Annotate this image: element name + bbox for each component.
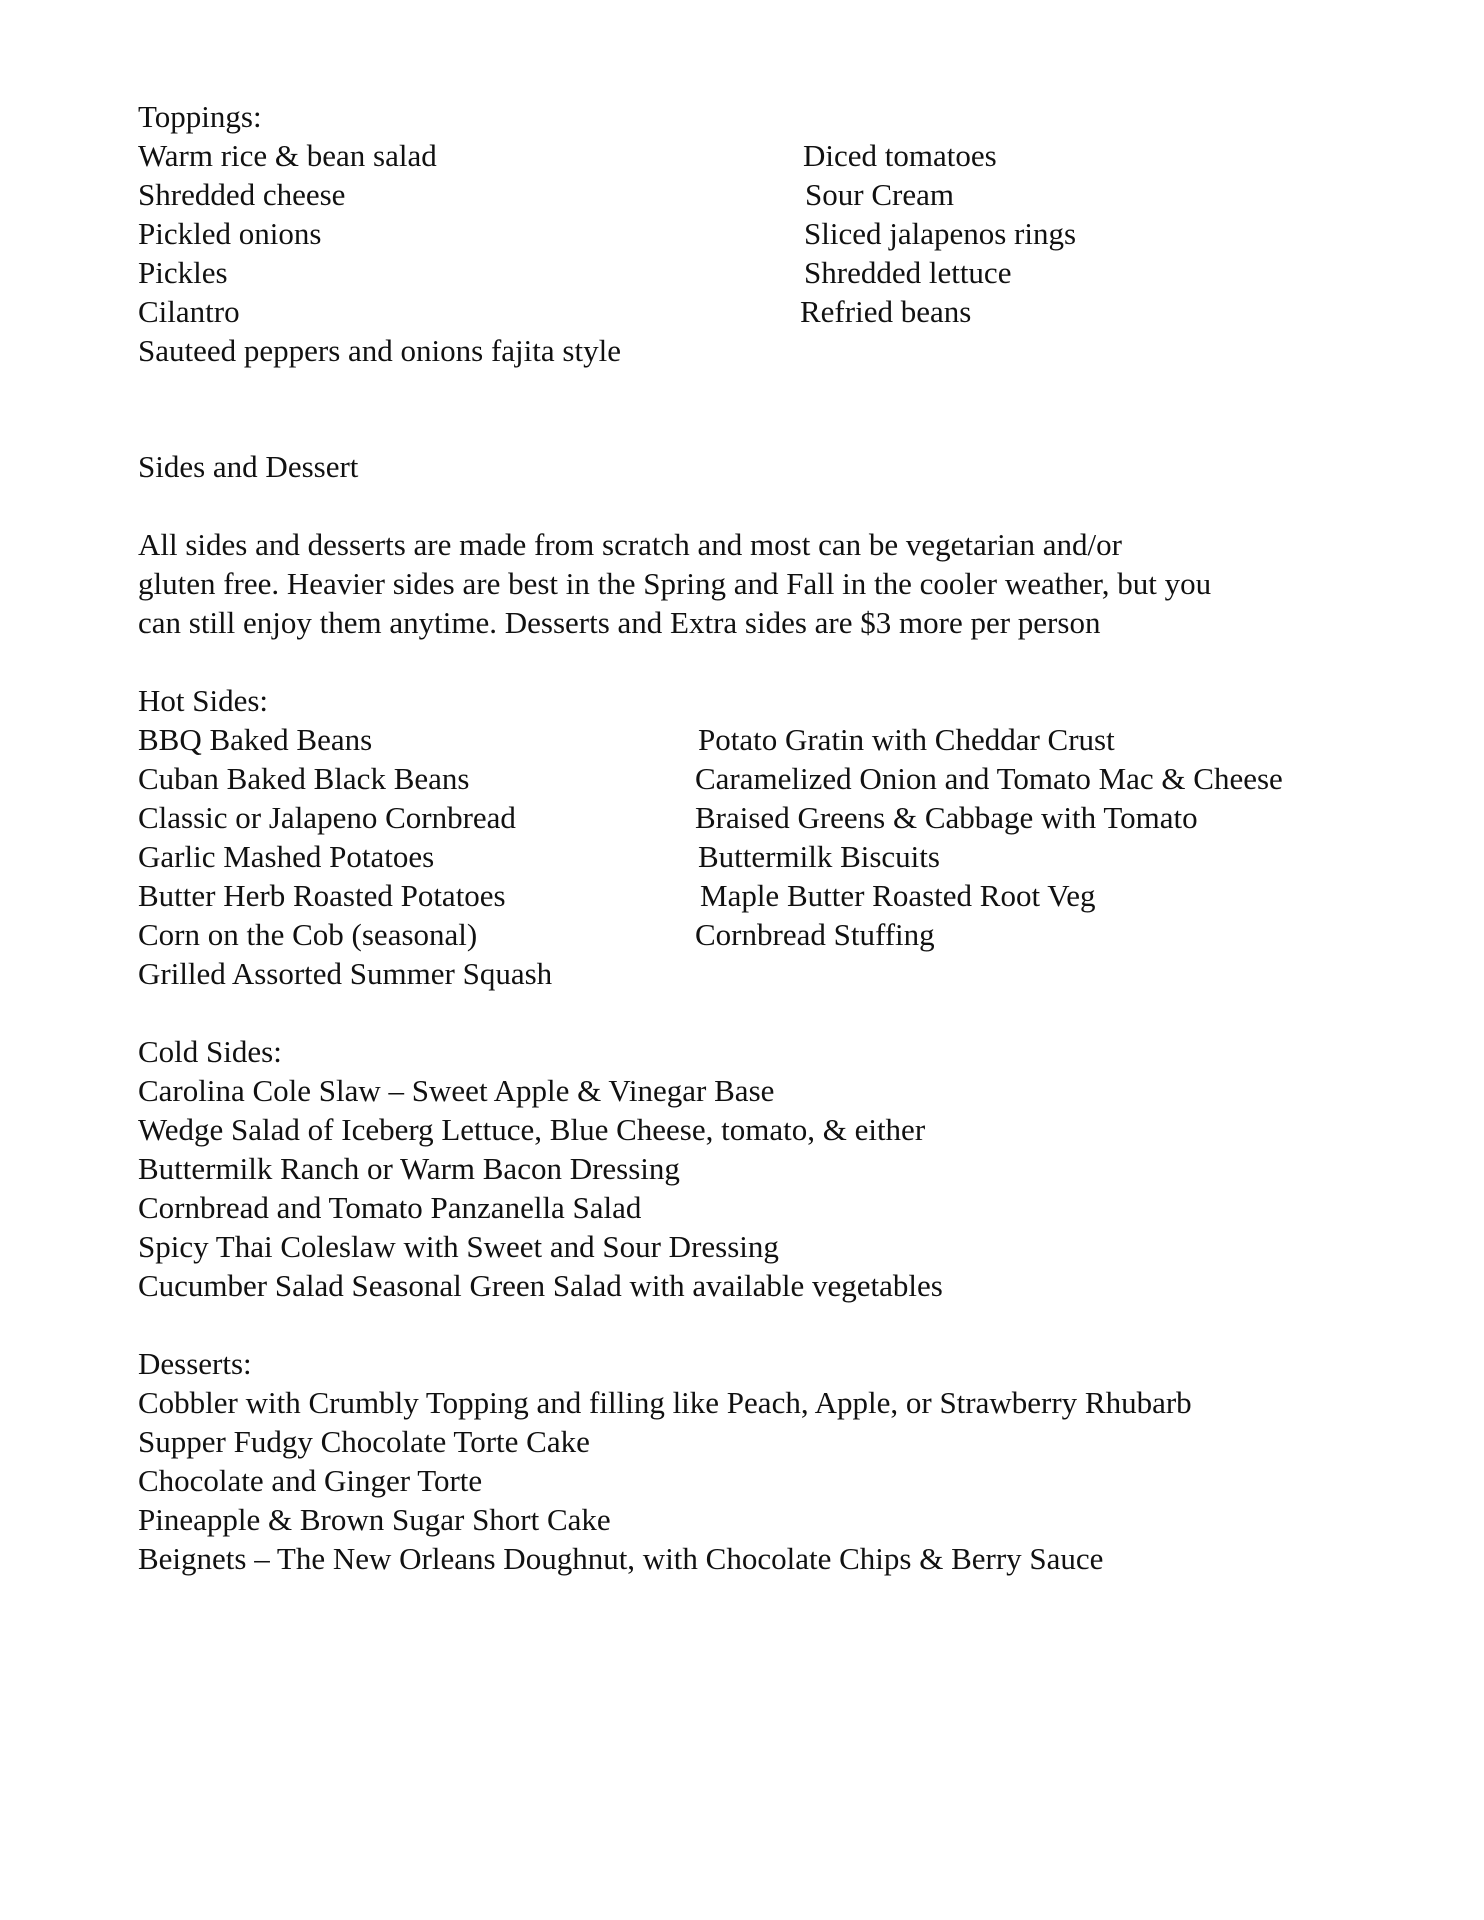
topping-item: Cilantro [138, 294, 240, 329]
dessert-item: Cobbler with Crumbly Topping and filling like Peach, Apple, or Strawberry Rhubarb [138, 1385, 1192, 1420]
hot-side-item: Cuban Baked Black Beans [138, 761, 470, 796]
topping-item: Pickles [138, 255, 228, 290]
topping-item: Refried beans [800, 294, 972, 329]
topping-item: Warm rice & bean salad [138, 138, 437, 173]
hot-side-item: Cornbread Stuffing [695, 917, 935, 952]
hot-sides-heading: Hot Sides: [138, 683, 269, 718]
toppings-heading: Toppings: [138, 99, 262, 134]
topping-item: Shredded cheese [138, 177, 346, 212]
cold-side-item: Buttermilk Ranch or Warm Bacon Dressing [138, 1151, 680, 1186]
hot-side-item: Corn on the Cob (seasonal) [138, 917, 478, 952]
dessert-item: Supper Fudgy Chocolate Torte Cake [138, 1424, 590, 1459]
intro-text: All sides and desserts are made from scratch and most can be vegetarian and/or [138, 527, 1122, 562]
intro-text: gluten free. Heavier sides are best in the Spring and Fall in the cooler weather, but you [138, 566, 1212, 601]
hot-side-item: Braised Greens & Cabbage with Tomato [695, 800, 1198, 835]
hot-side-item: BBQ Baked Beans [138, 722, 373, 757]
cold-side-item: Cornbread and Tomato Panzanella Salad [138, 1190, 642, 1225]
hot-side-item: Maple Butter Roasted Root Veg [700, 878, 1096, 913]
topping-item: Sauteed peppers and onions fajita style [138, 333, 621, 368]
hot-side-item: Potato Gratin with Cheddar Crust [698, 722, 1115, 757]
cold-sides-heading: Cold Sides: [138, 1034, 282, 1069]
topping-item: Sliced jalapenos rings [804, 216, 1077, 251]
dessert-item: Beignets – The New Orleans Doughnut, with Chocolate Chips & Berry Sauce [138, 1541, 1104, 1576]
hot-side-item: Caramelized Onion and Tomato Mac & Cheese [695, 761, 1283, 796]
hot-side-item: Butter Herb Roasted Potatoes [138, 878, 506, 913]
topping-item: Sour Cream [805, 177, 954, 212]
dessert-item: Pineapple & Brown Sugar Short Cake [138, 1502, 611, 1537]
topping-item: Pickled onions [138, 216, 322, 251]
cold-side-item: Carolina Cole Slaw – Sweet Apple & Vinegar Base [138, 1073, 775, 1108]
sides-dessert-heading: Sides and Dessert [138, 449, 359, 484]
cold-side-item: Spicy Thai Coleslaw with Sweet and Sour Dressing [138, 1229, 779, 1264]
hot-side-item: Grilled Assorted Summer Squash [138, 956, 553, 991]
intro-text: can still enjoy them anytime. Desserts and Extra sides are $3 more per person [138, 605, 1101, 640]
desserts-heading: Desserts: [138, 1346, 252, 1381]
topping-item: Diced tomatoes [803, 138, 997, 173]
topping-item: Shredded lettuce [804, 255, 1012, 290]
hot-side-item: Buttermilk Biscuits [698, 839, 940, 874]
cold-side-item: Wedge Salad of Iceberg Lettuce, Blue Cheese, tomato, & either [138, 1112, 926, 1147]
hot-side-item: Classic or Jalapeno Cornbread [138, 800, 516, 835]
hot-side-item: Garlic Mashed Potatoes [138, 839, 435, 874]
dessert-item: Chocolate and Ginger Torte [138, 1463, 483, 1498]
cold-side-item: Cucumber Salad Seasonal Green Salad with available vegetables [138, 1268, 943, 1303]
